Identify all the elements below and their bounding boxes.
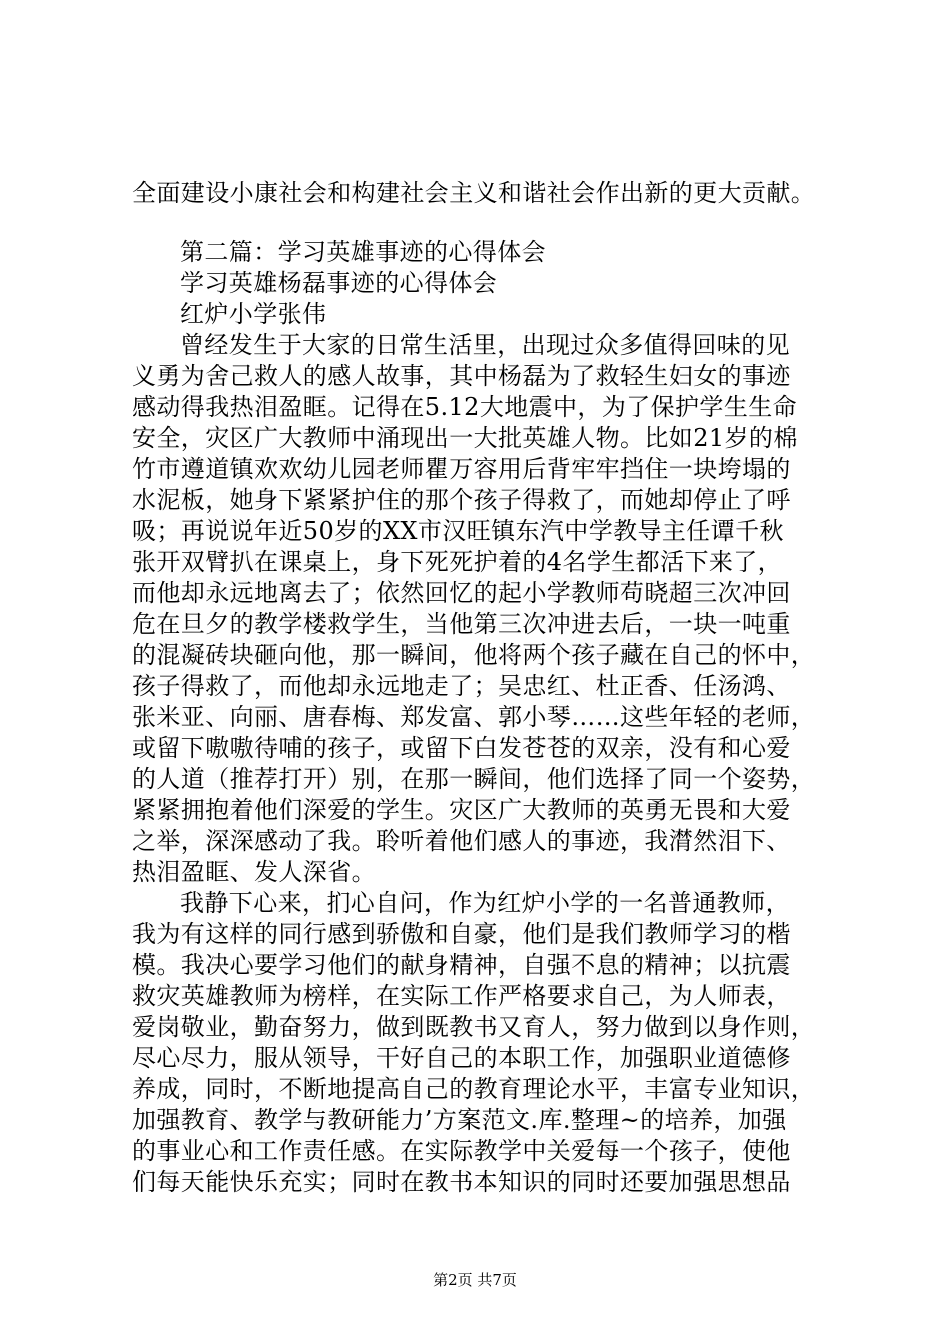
paragraph-line: 模。我决心要学习他们的献身精神，自强不息的精神；以抗震 [132,951,791,979]
page-number-footer: 第2页 共7页 [433,1271,517,1289]
paragraph-line: 张开双臂扒在课桌上，身下死死护着的4名学生都活下来了， [132,548,783,576]
paragraph-line: 水泥板，她身下紧紧护住的那个孩子得救了，而她却停止了呼 [132,486,791,514]
paragraph-line: 的事业心和工作责任感。在实际教学中关爱每一个孩子，使他 [132,1137,791,1165]
paragraph-line: 救灾英雄教师为榜样，在实际工作严格要求自己，为人师表， [132,982,791,1010]
section-heading: 第二篇：学习英雄事迹的心得体会 [180,238,546,266]
paragraph-line: 爱岗敬业，勤奋努力，做到既教书又育人，努力做到以身作则， [132,1013,816,1041]
paragraph-line: 张米亚、向丽、唐春梅、郑发富、郭小琴……这些年轻的老师， [132,703,816,731]
continuation-line: 全面建设小康社会和构建社会主义和谐社会作出新的更大贡献。 [132,179,816,207]
paragraph-line: 我为有这样的同行感到骄傲和自豪，他们是我们教师学习的楷 [132,920,791,948]
paragraph-line: 紧紧拥抱着他们深爱的学生。灾区广大教师的英勇无畏和大爱 [132,796,791,824]
paragraph-line: 的混凝砖块砸向他，那一瞬间，他将两个孩子藏在自己的怀中， [132,641,816,669]
paragraph-line: 感动得我热泪盈眶。记得在5.12大地震中，为了保护学生生命 [132,393,798,421]
paragraph-line: 加强教育、教学与教研能力’方案范文.库.整理~的培养，加强 [132,1106,787,1134]
paragraph-line: 热泪盈眶、发人深省。 [132,858,376,886]
paragraph-line: 的人道（推荐打开）别，在那一瞬间，他们选择了同一个姿势， [132,765,816,793]
paragraph-line: 们每天能快乐充实；同时在教书本知识的同时还要加强思想品 [132,1168,791,1196]
article-title: 学习英雄杨磊事迹的心得体会 [180,269,498,297]
paragraph-line: 养成，同时，不断地提高自己的教育理论水平，丰富专业知识， [132,1075,816,1103]
paragraph-line: 孩子得救了，而他却永远地走了；吴忠红、杜正香、任汤鸿、 [132,672,791,700]
paragraph-line: 义勇为舍己救人的感人故事，其中杨磊为了救轻生妇女的事迹 [132,362,791,390]
paragraph-line: 曾经发生于大家的日常生活里，出现过众多值得回味的见 [180,331,790,359]
paragraph-line: 尽心尽力，服从领导，干好自己的本职工作，加强职业道德修 [132,1044,791,1072]
paragraph-line: 或留下嗷嗷待哺的孩子，或留下白发苍苍的双亲，没有和心爱 [132,734,791,762]
paragraph-line: 安全，灾区广大教师中涌现出一大批英雄人物。比如21岁的棉 [132,424,798,452]
paragraph-line: 吸；再说说年近50岁的XX市汉旺镇东汽中学教导主任谭千秋 [132,517,784,545]
paragraph-line: 我静下心来，扪心自问，作为红炉小学的一名普通教师， [180,889,790,917]
paragraph-line: 而他却永远地离去了；依然回忆的起小学教师苟晓超三次冲回 [132,579,791,607]
paragraph-line: 危在旦夕的教学楼救学生，当他第三次冲进去后，一块一吨重 [132,610,791,638]
paragraph-line: 竹市遵道镇欢欢幼儿园老师瞿万容用后背牢牢挡住一块垮塌的 [132,455,791,483]
author-line: 红炉小学张伟 [180,300,327,328]
paragraph-line: 之举，深深感动了我。聆听着他们感人的事迹，我潸然泪下、 [132,827,791,855]
